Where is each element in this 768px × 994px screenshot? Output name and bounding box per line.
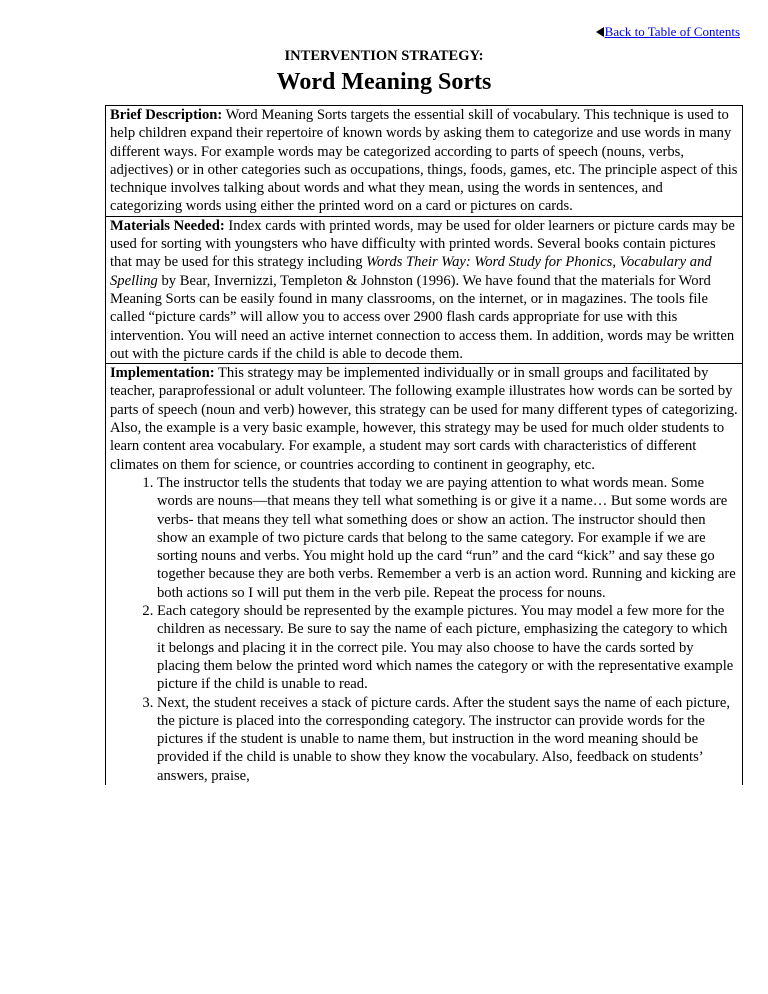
- step-item: 2. Each category should be represented by the example pictures. You may model a few more for the children as necessary. Be sure to say the name of each picture, emphasizing the category to which it belongs and placing it in the correct pile. You may also choose to have the cards sorted by placing them below the printed word which names the category or with the representative example picture if the child is unable to read.: [157, 602, 738, 693]
- back-to-toc-link[interactable]: Back to Table of Contents: [604, 24, 740, 39]
- document-header: [0, 48, 768, 97]
- materials-text-2: by Bear, Invernizzi, Templeton & Johnston (1996). We have found that the materials for Word Meaning Sorts can be easily found in many classrooms, on the internet, or in magazines. The tools file called “picture cards” will allow you to access over 2900 flash cards appropriate for use with this intervention. You will need an active internet connection to access them. In addition, words may be written out with the picture cards if the child is able to decode them.: [110, 272, 735, 362]
- book-title: Words Their Way: Word Study for Phonics, Vocabulary and Spelling: [110, 254, 712, 289]
- page-title: Word Meaning Sorts: [276, 69, 492, 95]
- step-item: 3. Next, the student receives a stack of picture cards. After the student says the name of each picture, the picture is placed into the corresponding category. The instructor can provide words for the pictures if the student is unable to name them, but instruction in the word meaning should be provided if the child is unable to show they know the vocabulary. Also, feedback on students’ answers, praise,: [157, 694, 738, 785]
- materials-section: [106, 217, 742, 364]
- implementation-text: This strategy may be implemented individually or in small groups and facilitated by teacher, paraprofessional or adult volunteer. The following example illustrates how words can be sorted by parts of speech (noun and verb) however, this strategy can be used for many different types of categorizing. Also, the example is a very basic example, however, this strategy may be used for much older students to learn content area vocabulary. For example, a student may sort cards with characteristics of different climates on them for science, or countries according to continent in geography, etc.: [110, 365, 738, 473]
- brief-description-section: [106, 106, 742, 217]
- strategy-table: [105, 105, 743, 785]
- step-item: 1. The instructor tells the students that today we are paying attention to what words mean. Some words are nouns—that means they tell what something is or give it a name… But some words are verbs- that means they tell what something does or show an action. The instructor should then show an example of two picture cards that belong to the same category. For example if we are sorting nouns and verbs. You might hold up the card “run” and the card “kick” and say these go together because they are both verbs. Remember a verb is an action word. Running and kicking are both actions so I will put them in the verb pile. Repeat the process for nouns.: [157, 474, 738, 602]
- left-triangle-icon: [596, 27, 604, 37]
- materials-text-1: Index cards with printed words, may be used for older learners or picture cards may be used for sorting with youngsters who have difficulty with printed words. Several books contain pictures that may be used for this strategy including: [110, 217, 735, 271]
- implementation-steps: [110, 474, 738, 785]
- implementation-label: Implementation:: [110, 365, 215, 382]
- brief-description-text: Word Meaning Sorts targets the essential skill of vocabulary. This technique is used to help children expand their repertoire of known words by asking them to categorize and use words in many different ways. For example words may be categorized according to parts of speech (nouns, verbs, adjectives) or in other categories such as occupations, things, foods, games, etc. The principle aspect of this technique involves talking about words and what they mean, using the words in sentences, and categorizing words using either the printed word on a card or pictures on cards.: [110, 107, 738, 215]
- materials-label: Materials Needed:: [110, 217, 225, 234]
- back-to-toc[interactable]: [596, 24, 740, 40]
- brief-description-label: Brief Description:: [110, 107, 223, 123]
- strategy-overline: INTERVENTION STRATEGY:: [284, 48, 484, 64]
- implementation-section: [106, 364, 742, 785]
